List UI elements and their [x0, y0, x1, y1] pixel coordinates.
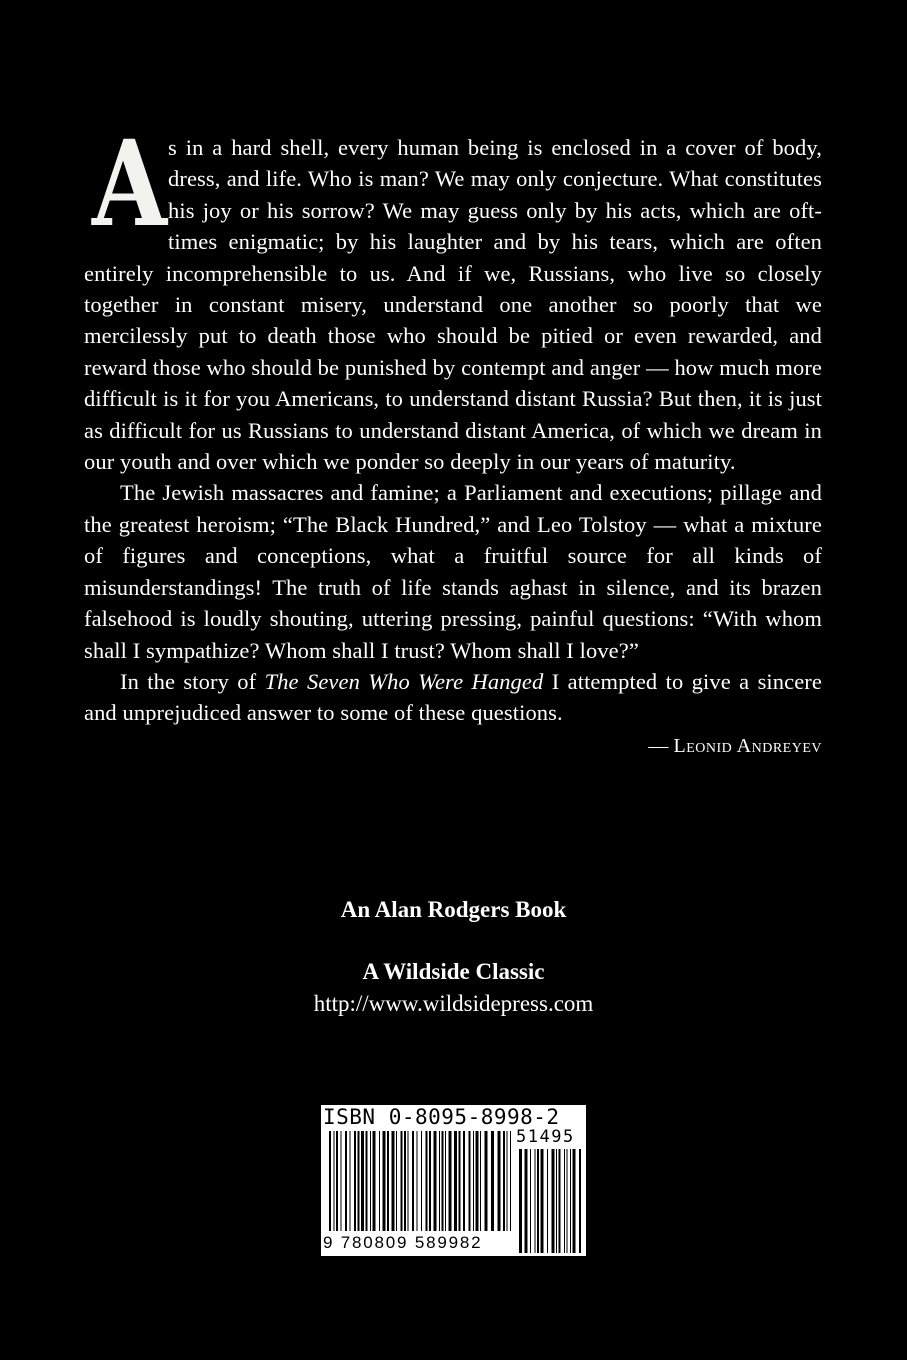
barcode-bar [336, 1131, 338, 1231]
imprint-line: An Alan Rodgers Book [340, 897, 567, 922]
barcode-bar [412, 1131, 414, 1231]
barcode-bar [387, 1131, 389, 1231]
barcode-bar [573, 1149, 576, 1253]
barcode-bar [579, 1149, 581, 1253]
barcode-bar [442, 1131, 444, 1231]
barcode-bar [469, 1131, 471, 1231]
barcode-bar [345, 1131, 347, 1231]
publisher-url: http://www.wildsidepress.com [313, 991, 594, 1016]
barcode-bar [556, 1149, 557, 1253]
barcode-bar [354, 1131, 356, 1231]
barcode-bar [454, 1131, 457, 1231]
barcode-bar [429, 1131, 431, 1231]
price-code: 51495 [516, 1127, 575, 1147]
back-cover-blurb [84, 114, 822, 762]
paragraph-3-tail: I attempted to give a sincere and unprejudiced answer to some of these questions. [84, 668, 822, 726]
barcode-bar [498, 1131, 501, 1231]
ean-number: 9 780809 589982 [323, 1233, 483, 1252]
barcode-bar [503, 1131, 505, 1231]
barcode-bar [463, 1131, 465, 1231]
barcode-bar [329, 1131, 331, 1231]
paragraph-1 [84, 114, 822, 477]
barcode-bar [480, 1131, 481, 1231]
barcode-bar [421, 1131, 422, 1231]
barcode-bar [459, 1131, 461, 1231]
barcode-bar [525, 1149, 528, 1253]
barcode-bar [449, 1131, 452, 1231]
barcode-bar [341, 1131, 342, 1231]
barcode-bar [541, 1149, 544, 1253]
barcode-bar [361, 1131, 364, 1231]
barcode-bar [358, 1131, 360, 1231]
barcode-bar [559, 1149, 561, 1253]
series-line: A Wildside Classic [362, 959, 545, 984]
barcode-bar [426, 1131, 428, 1231]
barcode-bar [473, 1131, 474, 1231]
isbn-label: ISBN 0-8095-8998-2 [323, 1105, 560, 1129]
author-signature [84, 731, 822, 762]
barcode-bar [350, 1131, 351, 1231]
barcode-bar [417, 1131, 418, 1231]
barcode-bar [537, 1149, 539, 1253]
barcode-bar [383, 1131, 386, 1231]
barcode-bar [370, 1131, 371, 1231]
paragraph-1-text: s in a hard shell, every human being is enclosed in a cover of body, dress, and life. Who is man? We may only conjecture. What constitutes his joy or his sorrow? We may guess only by his acts, which are oft-times enigmatic; by his laughter and by his tears, which are often entirely incomprehensible to us. And if we, Russians, who live so closely together in constant misery, understand one another so poorly that we mercilessly put to death those who should be pitied or even rewarded, and reward those who should be punished by contempt and anger — how much more difficult is it for you Americans, to understand distant Russia? But then, it is just as difficult for us Russians to understand distant America, of which we dream in our youth and over which we ponder so deeply in our years of maturity. [84, 135, 822, 475]
isbn-barcode [321, 1105, 586, 1256]
barcode-bar [567, 1149, 568, 1253]
barcode-bar [408, 1131, 409, 1231]
paragraph-2: The Jewish massacres and famine; a Parliament and executions; pillage and the greatest heroism; “The Black Hundred,” and Leo Tolstoy — what a mixture of figures and conceptions, what a fruitful source for all kinds of misunderstandings! The truth of life stands aghast in silence, and its brazen falsehood is loudly shouting, uttering pressing, painful questions: “With whom shall I sympathize? Whom shall I trust? Whom shall I love?” [84, 480, 822, 663]
barcode-bar [552, 1149, 555, 1253]
barcode-bar [404, 1131, 406, 1231]
barcode-bar [510, 1131, 511, 1231]
barcode-bar [476, 1131, 479, 1231]
barcode-bar [379, 1131, 380, 1231]
barcode-bar [439, 1131, 440, 1231]
barcode-bar [564, 1149, 565, 1253]
paragraph-3 [84, 666, 822, 729]
barcode-bar [547, 1149, 548, 1253]
barcode-bar [396, 1131, 397, 1231]
barcode-bar [507, 1131, 508, 1231]
barcode-bar [535, 1149, 536, 1253]
barcode-bar [530, 1149, 531, 1253]
barcode-bar [366, 1131, 368, 1231]
drop-cap-letter: A [92, 114, 168, 253]
barcode-bar [334, 1131, 335, 1231]
paragraph-3-lead: In the story of [120, 668, 265, 694]
barcode-bar [373, 1131, 376, 1231]
barcode-bar [519, 1149, 522, 1253]
signature-dash: — [648, 734, 674, 757]
book-title: The Seven Who Were Hanged [264, 668, 544, 694]
barcode-bar [445, 1131, 446, 1231]
barcode-bar [485, 1131, 488, 1231]
barcode-bar [570, 1149, 571, 1253]
author-name: Leonid Andreyev [673, 734, 822, 757]
barcode-bar [491, 1131, 494, 1231]
barcode-bar [434, 1131, 437, 1231]
barcode-bar [401, 1131, 403, 1231]
barcode-bar [392, 1131, 395, 1231]
